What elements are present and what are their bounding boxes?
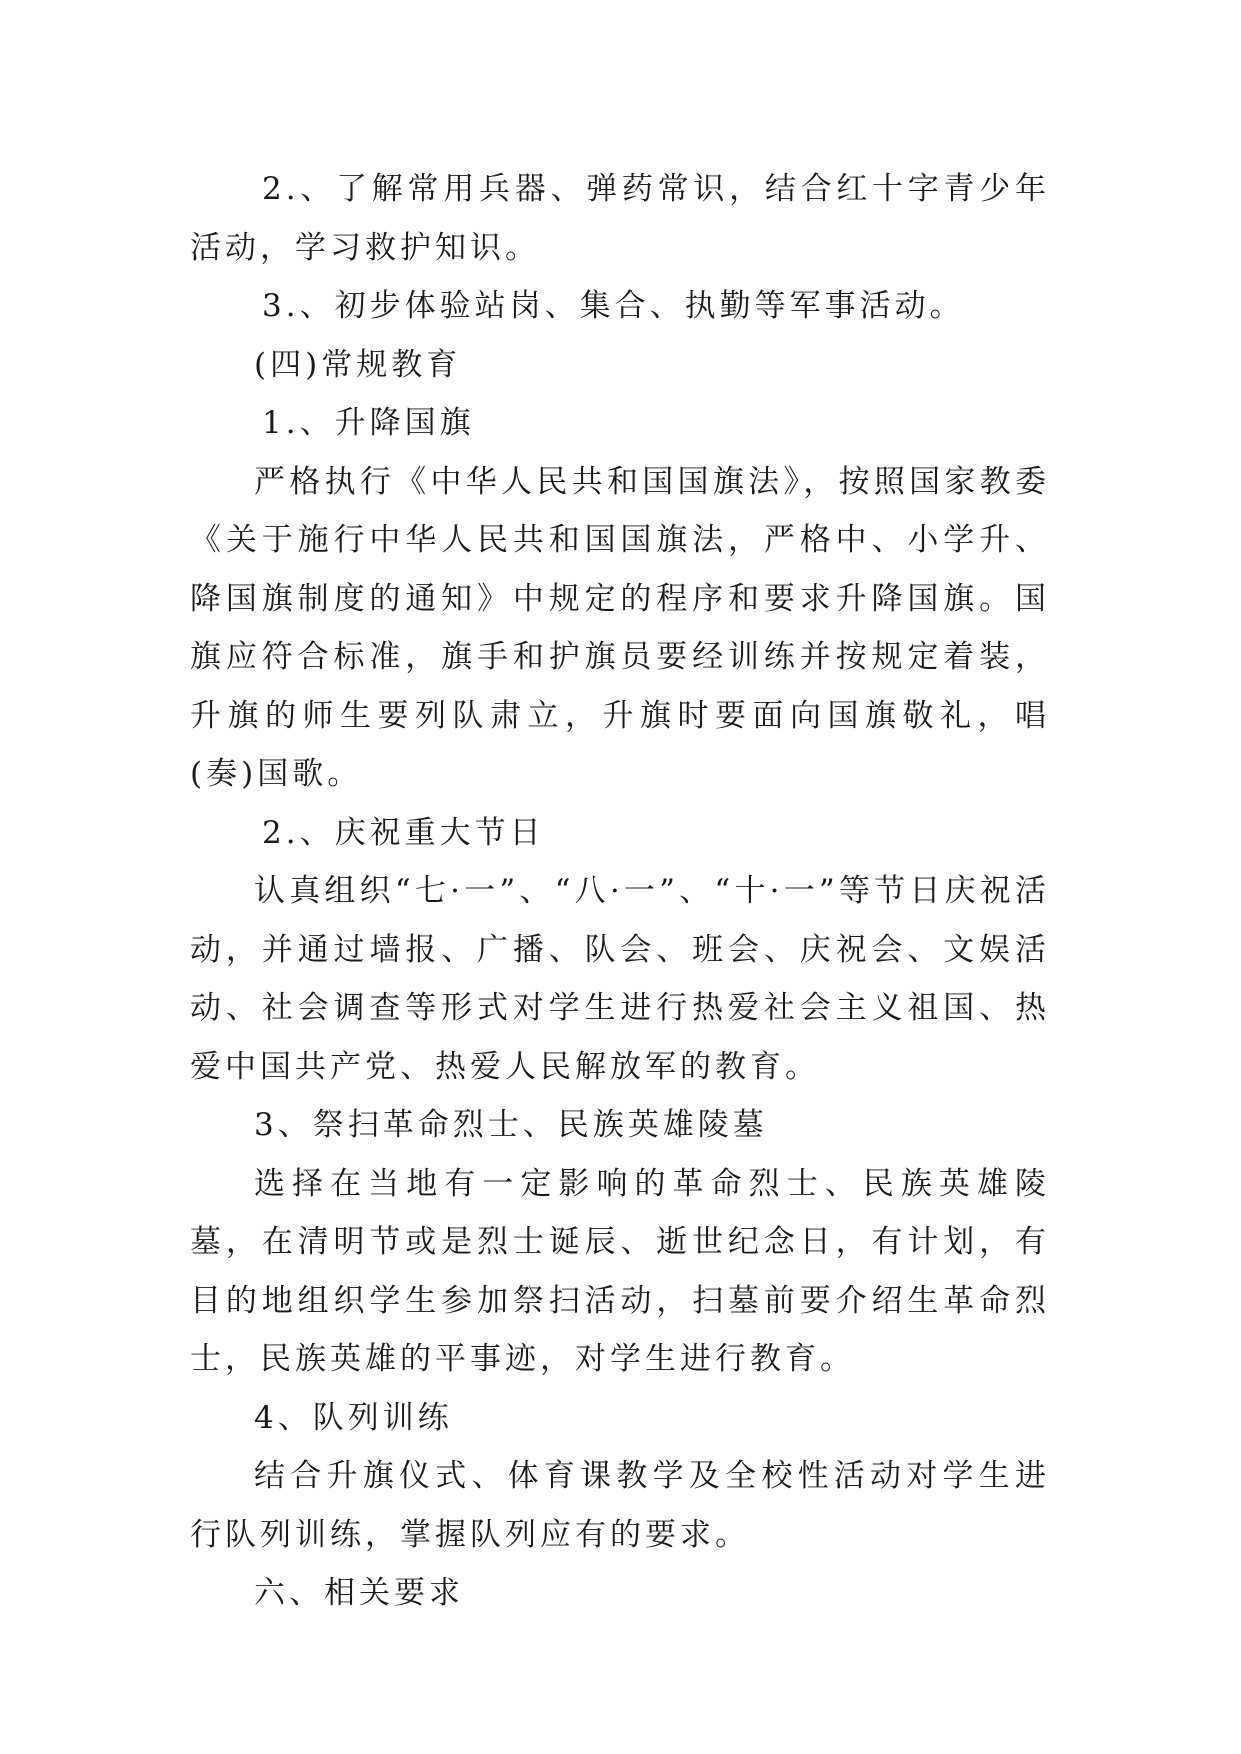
subheading-flag-raising: 1.、升降国旗	[262, 405, 475, 441]
document-body	[190, 160, 1050, 1623]
paragraph-festivals: 认真组织“七·一”、“八·一”、“十·一”等节日庆祝活动，并通过墙报、广播、队会、班会、庆祝会、文娱活动、社会调查等形式对学生进行热爱社会主义祖国、热爱中国共产党、热爱人民解放军的教育。	[190, 873, 1050, 1085]
subheading-drill-training: 4、队列训练	[254, 1399, 453, 1436]
subheading-festivals: 2.、庆祝重大节日	[262, 814, 545, 851]
paragraph-drill-training: 结合升旗仪式、体育课教学及全校性活动对学生进行队列训练，掌握队列应有的要求。	[190, 1458, 1050, 1553]
paragraph-military-activities: 3.、初步体验站岗、集合、执勤等军事活动。	[262, 288, 965, 324]
paragraph-flag-raising: 严格执行《中华人民共和国国旗法》，按照国家教委《关于施行中华人民共和国国旗法，严格中、小学升、降国旗制度的通知》中规定的程序和要求升降国旗。国旗应符合标准，旗手和护旗员要经训练并按规定着装，升旗的师生要列队肃立，升旗时要面向国旗敬礼，唱(奏)国歌。	[190, 463, 1050, 792]
section-heading-requirements: 六、相关要求	[254, 1575, 464, 1611]
subheading-martyrs-tombs: 3、祭扫革命烈士、民族英雄陵墓	[254, 1107, 768, 1143]
section-heading-routine-education: (四)常规教育	[254, 346, 462, 383]
paragraph-weapons-knowledge: 2.、了解常用兵器、弹药常识，结合红十字青少年活动，学习救护知识。	[190, 171, 1050, 266]
paragraph-martyrs-tombs: 选择在当地有一定影响的革命烈士、民族英雄陵墓，在清明节或是烈士诞辰、逝世纪念日，有计划，有目的地组织学生参加祭扫活动，扫墓前要介绍生革命烈士，民族英雄的平事迹，对学生进行教育。	[190, 1165, 1050, 1377]
